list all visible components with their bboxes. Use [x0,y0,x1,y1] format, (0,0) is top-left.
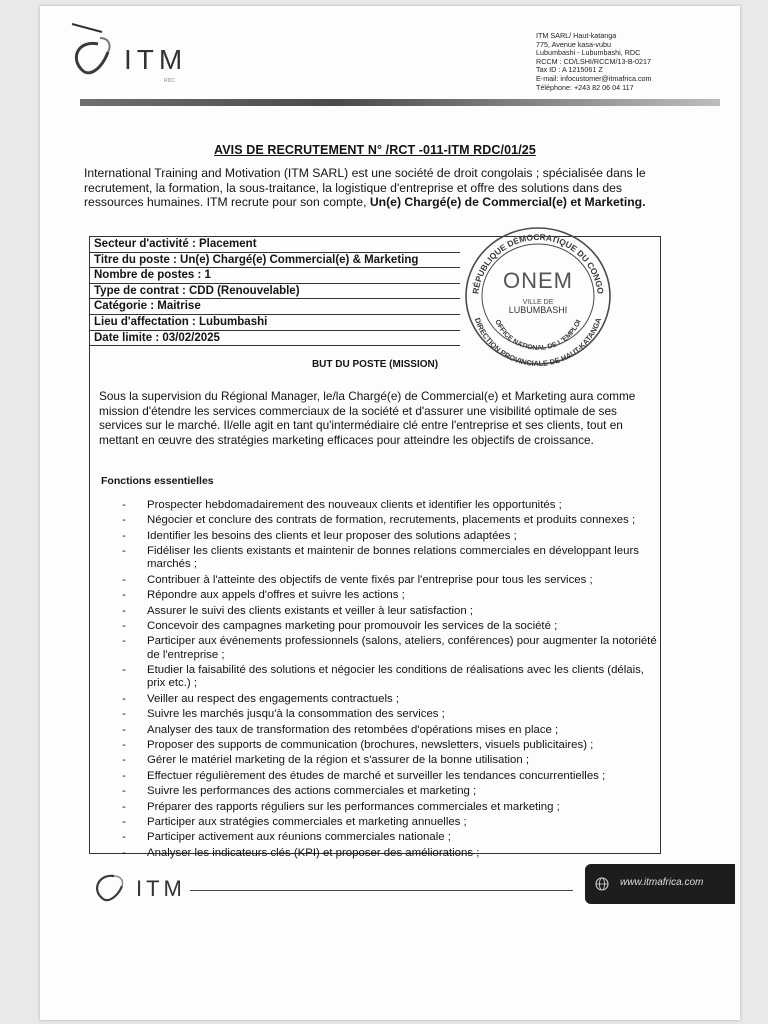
footer-logo [92,870,192,910]
svg-text:DIRECTION PROVINCIALE DE HAUT- [473,316,604,368]
svg-text:OFFICE NATIONAL DE L'EMPLOI [493,319,582,352]
function-text: Préparer des rapports réguliers sur les performances commerciales et marketing ; [147,800,560,813]
list-item [90,530,660,543]
intro-paragraph [84,166,674,210]
itm-swoosh-icon [92,870,132,906]
list-bullet: - [122,604,126,617]
logo-wordmark: ITM [124,44,188,75]
address-line: Lubumbashi - Lubumbashi, RDC [536,48,641,58]
footer-wordmark: ITM [136,876,186,901]
function-text: Négocier et conclure des contrats de formation, recrutements, placements et produits connexes ; [147,514,636,527]
detail-row-positions: Nombre de postes : 1 [90,268,460,284]
list-item [90,620,660,633]
detail-row-contract: Type de contrat : CDD (Renouvelable) [90,284,460,300]
function-text: Suivre les marchés jusqu'à la consommation des services ; [147,708,445,721]
list-bullet: - [122,514,126,527]
list-item [90,664,660,691]
intro-text: International Training and Motivation (ITM SARL) est une société de droit congolais ; spécialisée dans le recrutement, la formation, la sous-traitance, la logistique d'entreprise et offre des solutions dans des ressources humaines. ITM recrute pour son compte, [84,166,646,209]
functions-list [90,499,660,862]
list-item [90,801,660,814]
function-text: Proposer des supports de communication (brochures, newsletters, visuels publicitaires) ; [147,738,594,751]
function-text: Veiller au respect des engagements contractuels ; [147,692,400,705]
onem-stamp [458,220,618,370]
list-bullet: - [122,723,126,736]
list-bullet: - [122,573,126,586]
list-bullet: - [122,800,126,813]
functions-title: Fonctions essentielles [101,475,214,487]
stamp-ville: VILLE DE [522,299,554,306]
list-bullet: - [122,769,126,782]
logo-subtext: RDC [164,78,175,84]
list-item [90,693,660,706]
list-bullet: - [122,589,126,602]
list-item [90,816,660,829]
company-address [536,32,736,92]
list-bullet: - [122,529,126,542]
list-bullet: - [122,831,126,844]
mission-title: BUT DU POSTE (MISSION) [311,359,439,370]
list-bullet: - [122,499,126,511]
list-item [90,770,660,783]
address-line: RCCM : CD/LSHI/RCCM/13-B-0217 [536,56,652,66]
mission-paragraph: Sous la supervision du Régional Manager, le/la Chargé(e) de Commercial(e) et Marketing aura comme mission d'étendre les services commerciaux de la société et d'assurer une visibilité optimale de ses services sur le marché. Il/elle agit en tant qu'intermédiaire clé entre l'entreprise et ses clients, tout en mettant en œuvre des stratégies marketing efficaces pour atteindre les objectifs de croissance. [99,389,636,447]
function-text: Identifier les besoins des clients et leur proposer des solutions adaptées ; [147,529,517,542]
document-title: AVIS DE RECRUTEMENT N° /RCT -011-ITM RDC/01/25 [214,143,536,157]
function-text: Concevoir des campagnes marketing pour promouvoir les services de la société ; [147,620,558,633]
list-bullet: - [122,620,126,633]
function-text: Effectuer régulièrement des études de marché et surveiller les tendances concurrentielles ; [147,769,606,782]
address-line: E-mail: infocustomer@itmafrica.com [536,73,652,83]
list-item [90,499,660,512]
address-line: Tax ID : A 1215061 Z [536,65,603,75]
function-text: Participer activement aux réunions commerciales nationale ; [147,831,451,844]
function-text: Assurer le suivi des clients existants et veiller à leur satisfaction ; [147,604,474,617]
list-item [90,708,660,721]
list-item [90,605,660,618]
address-line: ITM SARL/ Haut-katanga [536,31,617,40]
footer-website[interactable]: www.itmafrica.com [620,877,704,888]
itm-swoosh-icon [68,22,128,86]
list-bullet: - [122,692,126,705]
address-line: 775, Avenue kasa-vubu [536,39,611,49]
list-item [90,739,660,752]
globe-icon [595,877,609,891]
list-item [90,574,660,587]
function-text: Participer aux événements professionnels (salons, ateliers, conférences) pour augmenter la notoriété de l'entreprise ; [147,635,657,661]
company-logo [68,22,228,92]
list-item [90,847,660,860]
stamp-outer-text: RÉPUBLIQUE DÉMOCRATIQUE DU CONGO [470,231,606,295]
list-bullet: - [122,785,126,798]
stamp-inner-text: OFFICE NATIONAL DE L'EMPLOI [493,318,583,353]
list-bullet: - [122,815,126,828]
header-divider [80,99,720,106]
list-item [90,785,660,798]
list-bullet: - [122,708,126,721]
function-text: Répondre aux appels d'offres et suivre les actions ; [147,589,405,602]
stamp-center: ONEM [503,268,573,293]
stamp-bottom-text: DIRECTION PROVINCIALE DE HAUT-KATANGA [472,316,604,369]
function-text: Prospecter hebdomadairement des nouveaux clients et identifier les opportunités ; [147,499,562,511]
detail-row-location: Lieu d'affectation : Lubumbashi [90,315,460,331]
detail-row-category: Catégorie : Maitrise [90,299,460,315]
list-item [90,589,660,602]
list-item [90,831,660,844]
list-bullet: - [122,846,126,859]
function-text: Fidéliser les clients existants et maintenir de bonnes relations commerciales en développant leurs marchés ; [147,545,639,571]
list-item [90,514,660,527]
function-text: Suivre les performances des actions commerciales et marketing ; [147,785,477,798]
list-item [90,754,660,767]
list-item [90,545,660,572]
function-text: Analyser des taux de transformation des retombées d'opérations mises en place ; [147,723,559,736]
list-bullet: - [122,545,126,558]
footer-divider [190,890,573,891]
address-line: Téléphone: +243 82 06 04 117 [536,82,634,92]
list-item [90,724,660,737]
function-text: Participer aux stratégies commerciales et marketing annuelles ; [147,815,467,828]
list-bullet: - [122,738,126,751]
intro-position-title: Un(e) Chargé(e) de Commercial(e) et Marketing. [369,195,646,209]
function-text: Analyser les indicateurs clés (KPI) et proposer des améliorations ; [147,846,480,859]
detail-row-sector: Secteur d'activité : Placement [90,237,460,253]
function-text: Etudier la faisabilité des solutions et négocier les conditions de réalisations avec les clients (délais, prix etc.) ; [147,664,645,690]
function-text: Contribuer à l'atteinte des objectifs de vente fixés par l'entreprise pour tous les services ; [147,573,593,586]
detail-row-deadline: Date limite : 03/02/2025 [90,331,460,347]
document-page [40,6,740,1020]
list-bullet: - [122,664,126,677]
footer-website-band [585,864,735,904]
stamp-city: LUBUMBASHI [508,305,568,315]
function-text: Gérer le matériel marketing de la région et s'assurer de la bonne utilisation ; [147,754,530,767]
detail-row-title: Titre du poste : Un(e) Chargé(e) Commercial(e) & Marketing [90,253,460,269]
list-bullet: - [122,754,126,767]
list-item [90,635,660,662]
list-bullet: - [122,635,126,648]
